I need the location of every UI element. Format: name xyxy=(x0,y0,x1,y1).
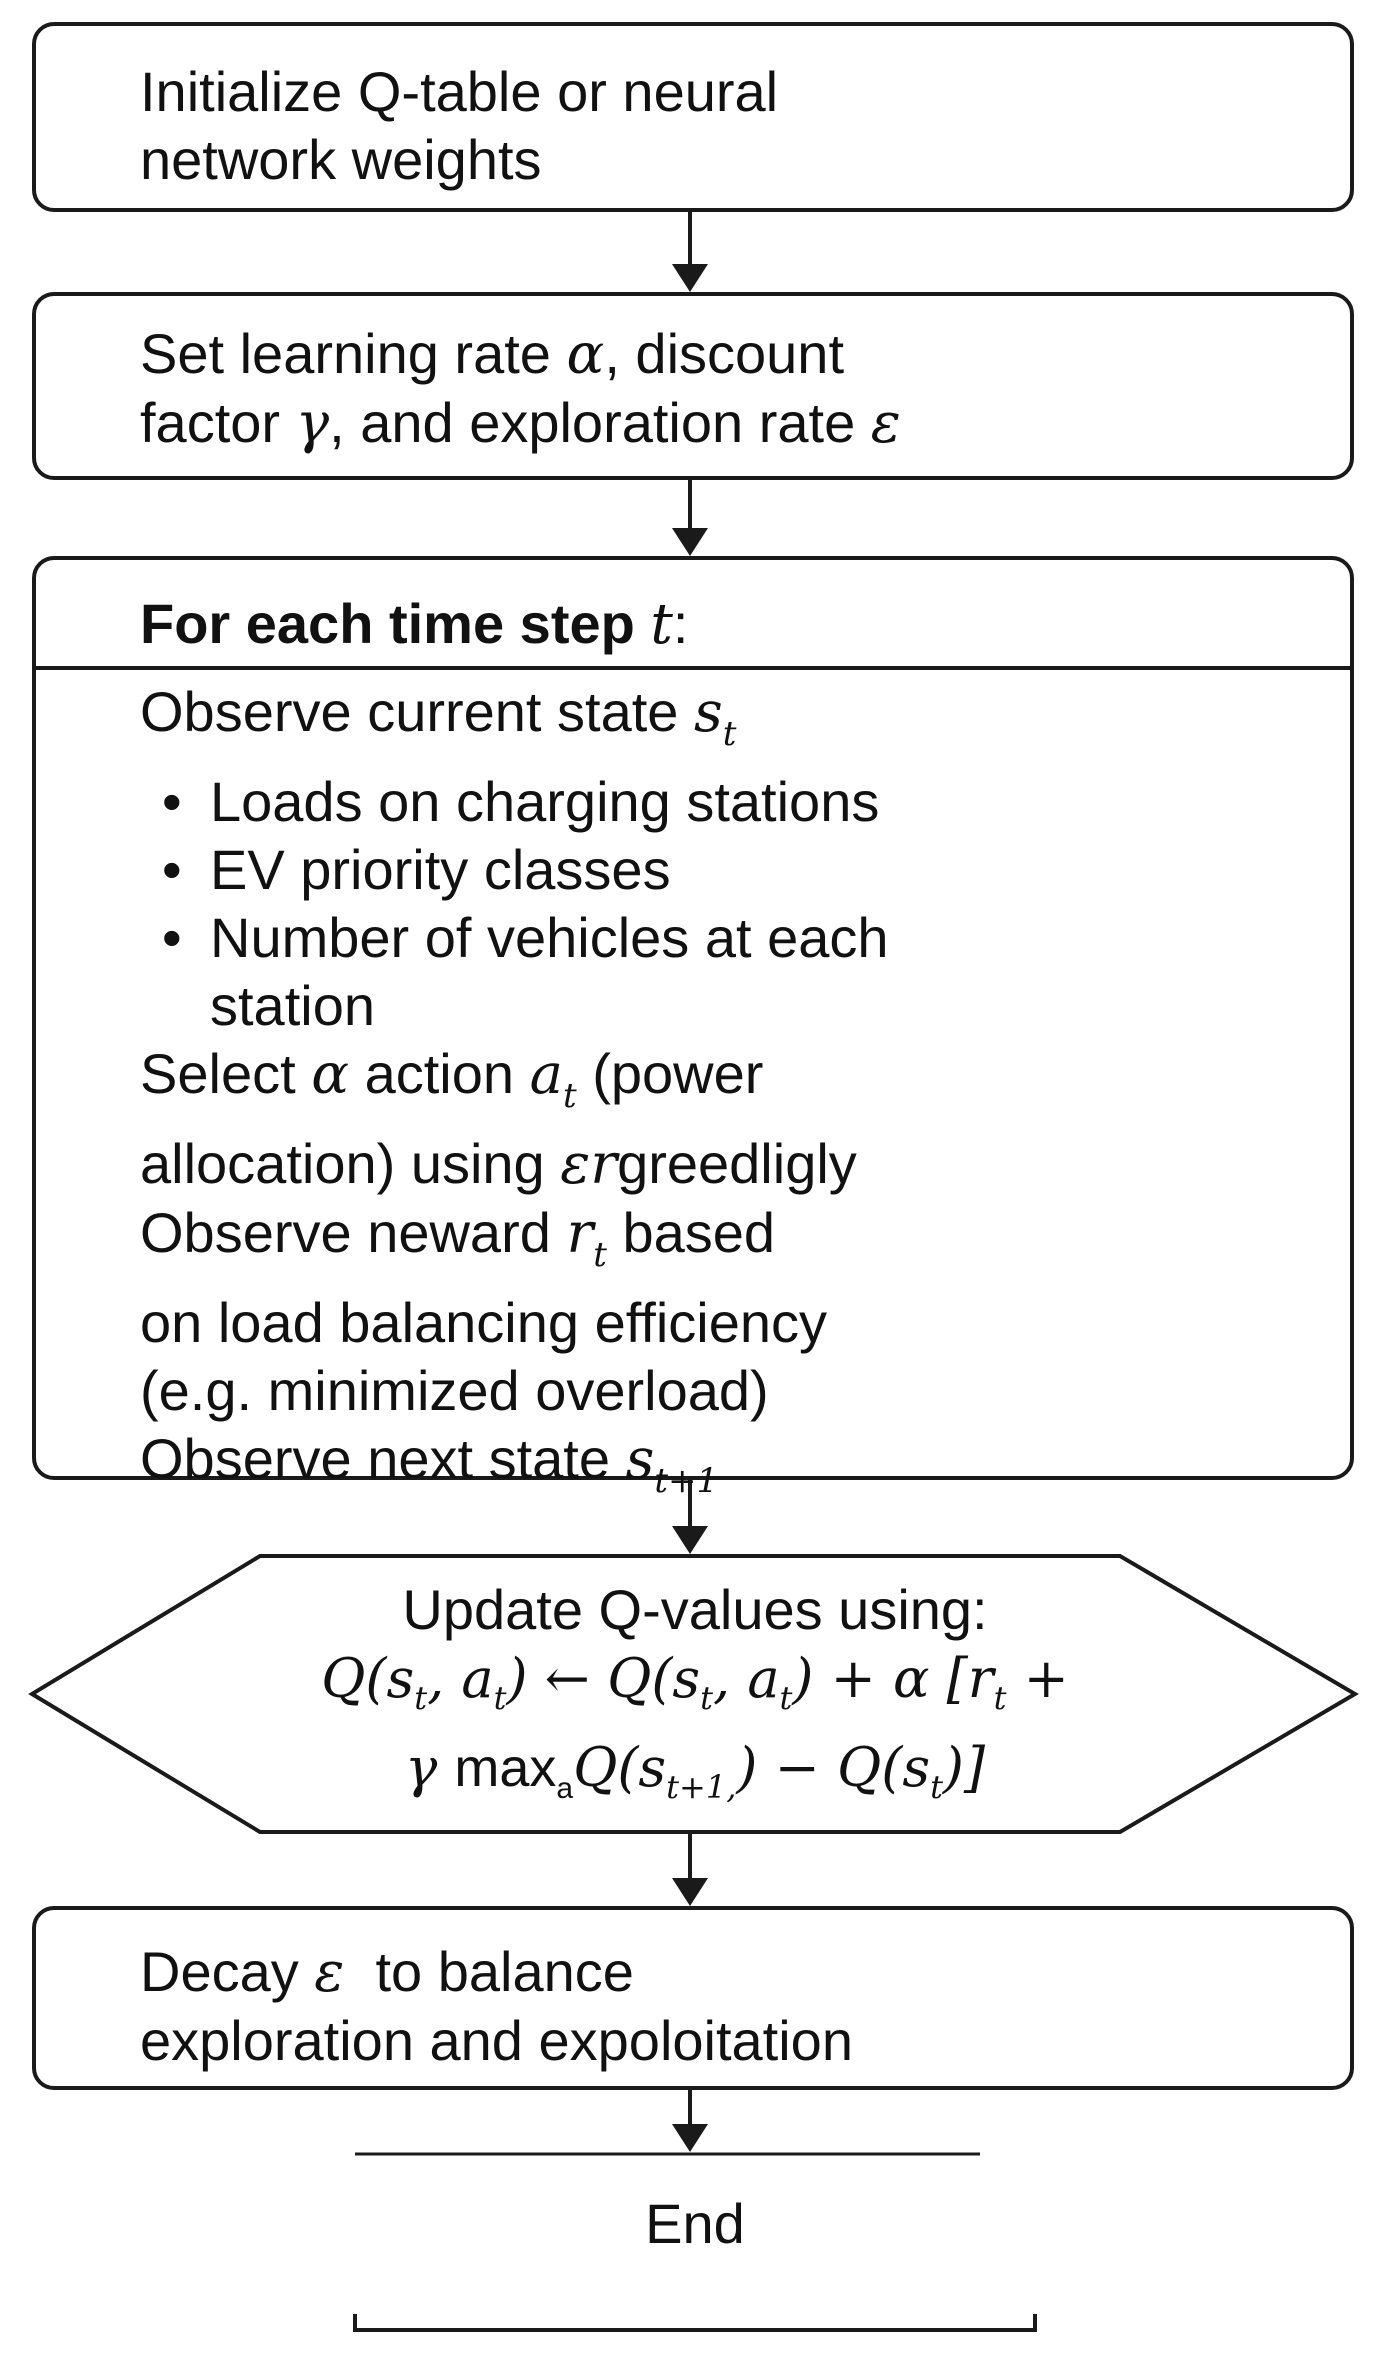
decay-line-1: Decay ε to balance xyxy=(140,1940,634,2005)
params-box xyxy=(32,292,1354,480)
reward-line-2: on load balancing efficiency xyxy=(140,1291,828,1354)
observe-next-state: Observe next state $s_{t+1}$ xyxy=(140,1427,719,1501)
arrowhead-init-to-params xyxy=(672,264,708,292)
end-label: End xyxy=(645,2192,745,2255)
bullet-vehicles: • Number of vehicles at each xyxy=(140,904,1350,972)
allocation-line: allocation) using εrgreedligly xyxy=(140,1132,857,1197)
bullet-vehicles-cont: station xyxy=(210,974,375,1037)
decay-box xyxy=(32,1906,1354,2090)
end-terminal xyxy=(355,2190,1035,2258)
arrowhead-decay-to-end xyxy=(672,2124,708,2152)
observe-reward: Observe neward $r_t$ based xyxy=(140,1201,776,1275)
epsilon-symbol: ε xyxy=(870,391,901,456)
bullet-loads: • Loads on charging stations xyxy=(140,768,1350,836)
params-line-2: factor γ, and exploration rate ε xyxy=(140,391,901,456)
update-formula-line-2: γ $\max_aQ(s_{t+1,}) - Q(s_t)$] xyxy=(404,1736,986,1806)
update-formula-line-1: $Q(s_t$, $a_t$) ← $Q(s_t$, $a_t) + \alpha$ [$r_t$ + xyxy=(321,1647,1069,1717)
epsilon-symbol: ε xyxy=(314,1940,345,2005)
params-line-1: Set learning rate α, discount xyxy=(140,322,845,387)
update-title: Update Q-values using: xyxy=(402,1578,988,1641)
bullet-priority: • EV priority classes xyxy=(140,836,1350,904)
update-text xyxy=(120,1576,1270,1824)
bullet-dot-icon: • xyxy=(162,838,182,901)
observe-state: Observe current state $s_t$ xyxy=(140,680,737,754)
loop-box xyxy=(32,556,1354,1501)
alpha-symbol: α xyxy=(566,322,605,387)
arrowhead-params-to-loop xyxy=(672,528,708,556)
loop-body xyxy=(36,670,1350,1515)
init-line-1: Initialize Q-table or neural xyxy=(140,60,779,123)
arrowhead-update-to-decay xyxy=(672,1878,708,1906)
select-action: Select α action $a_t$ (power xyxy=(140,1042,764,1116)
decay-line-2: exploration and expoloitation xyxy=(140,2009,853,2072)
bullet-dot-icon: • xyxy=(162,770,182,833)
bullet-dot-icon: • xyxy=(162,906,182,969)
loop-header xyxy=(36,560,1350,670)
arrowhead-loop-to-update xyxy=(672,1526,708,1554)
init-box xyxy=(32,22,1354,212)
gamma-symbol: γ xyxy=(295,391,330,456)
loop-header-text: For each time step t: xyxy=(140,592,689,657)
init-line-2: network weights xyxy=(140,128,542,191)
reward-line-3: (e.g. minimized overload) xyxy=(140,1359,769,1422)
